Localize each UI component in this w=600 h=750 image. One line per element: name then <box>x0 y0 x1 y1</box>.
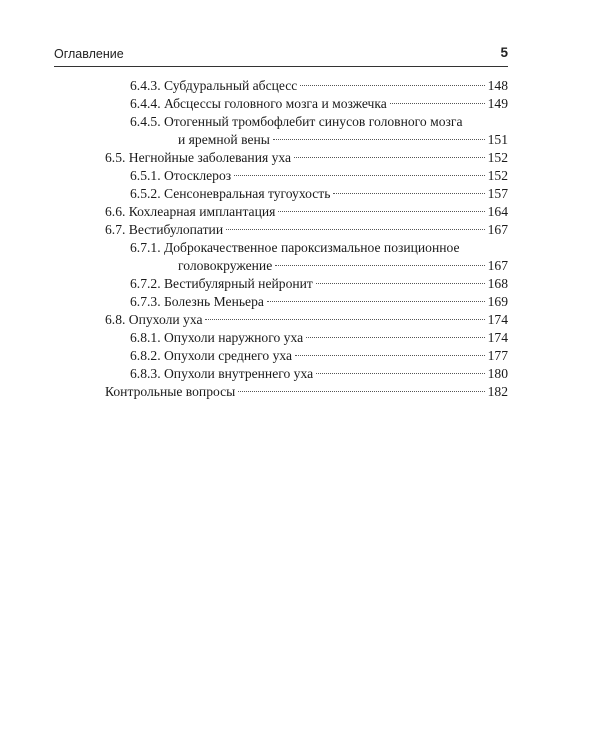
toc-entry-title: 6.8.1. Опухоли наружного уха <box>130 330 304 345</box>
dot-leader <box>238 391 484 392</box>
toc-entry-6-5-1[interactable] <box>130 167 508 185</box>
toc-entry-page: 164 <box>487 204 508 219</box>
toc-entry-6-4-5[interactable] <box>178 131 508 149</box>
toc-entry-title: 6.8.2. Опухоли среднего уха <box>130 348 293 363</box>
toc-entry-page: 177 <box>487 348 508 363</box>
toc-entry-page: 151 <box>487 132 508 147</box>
dot-leader <box>306 337 484 338</box>
running-header-title: Оглавление <box>54 47 124 61</box>
toc-entry-6-5-2[interactable] <box>130 185 508 203</box>
toc-entry-title: 6.5. Негнойные заболевания уха <box>105 150 292 165</box>
toc-entry-title: головокружение <box>178 258 273 273</box>
dot-leader <box>294 157 485 158</box>
toc-entry-title: 6.5.2. Сенсоневральная тугоухость <box>130 186 331 201</box>
toc-entry-6-4-3[interactable] <box>130 77 508 95</box>
toc-entry-6-8[interactable] <box>105 311 508 329</box>
dot-leader <box>295 355 485 356</box>
toc-entry-6-7-3[interactable] <box>130 293 508 311</box>
toc-entry-6-4-5-line1[interactable]: 6.4.5. Отогенный тромбофлебит синусов головного мозга <box>130 114 463 129</box>
toc-entry-6-4-4[interactable] <box>130 95 508 113</box>
dot-leader <box>205 319 484 320</box>
toc-entry-title: 6.5.1. Отосклероз <box>130 168 232 183</box>
toc-entry-page: 182 <box>487 384 508 399</box>
dot-leader <box>226 229 485 230</box>
toc-entry-title: 6.8. Опухоли уха <box>105 312 203 327</box>
page-number: 5 <box>500 45 508 60</box>
toc-entry-title: 6.6. Кохлеарная имплантация <box>105 204 276 219</box>
toc-entry-6-7-1-line1[interactable]: 6.7.1. Доброкачественное пароксизмальное позиционное <box>130 240 460 255</box>
toc-entry-page: 180 <box>487 366 508 381</box>
toc-entry-control-questions[interactable] <box>105 383 508 401</box>
toc-entry-6-8-1[interactable] <box>130 329 508 347</box>
toc-entry-6-8-3[interactable] <box>130 365 508 383</box>
toc-entry-title: 6.8.3. Опухоли внутреннего уха <box>130 366 314 381</box>
toc-entry-6-8-2[interactable] <box>130 347 508 365</box>
toc-entry-page: 168 <box>487 276 508 291</box>
toc-entry-title: Контрольные вопросы <box>105 384 236 399</box>
dot-leader <box>278 211 484 212</box>
toc-entry-title: 6.4.4. Абсцессы головного мозга и мозжечка <box>130 96 387 111</box>
toc-entry-page: 152 <box>487 168 508 183</box>
toc-entry-page: 157 <box>487 186 508 201</box>
toc-entry-title: 6.7.2. Вестибулярный нейронит <box>130 276 313 291</box>
dot-leader <box>316 283 485 284</box>
toc-entry-6-7-2[interactable] <box>130 275 508 293</box>
toc-entry-page: 149 <box>487 96 508 111</box>
toc-entry-page: 148 <box>487 78 508 93</box>
dot-leader <box>300 85 484 86</box>
toc-entry-6-6[interactable] <box>105 203 508 221</box>
toc-entry-6-5[interactable] <box>105 149 508 167</box>
toc-entry-title: 6.7. Вестибулопатии <box>105 222 224 237</box>
dot-leader <box>273 139 485 140</box>
toc-entry-6-7-1[interactable] <box>178 257 508 275</box>
dot-leader <box>333 193 484 194</box>
toc-entry-page: 174 <box>487 330 508 345</box>
toc-entry-page: 167 <box>487 222 508 237</box>
toc-entry-title: и яремной вены <box>178 132 270 147</box>
toc-entry-page: 174 <box>487 312 508 327</box>
toc-entry-page: 169 <box>487 294 508 309</box>
toc-entry-title: 6.7.3. Болезнь Меньера <box>130 294 264 309</box>
toc-entry-6-7[interactable] <box>105 221 508 239</box>
dot-leader <box>234 175 484 176</box>
toc-entry-page: 152 <box>487 150 508 165</box>
toc-entry-page: 167 <box>487 258 508 273</box>
dot-leader <box>267 301 485 302</box>
dot-leader <box>390 103 485 104</box>
dot-leader <box>275 265 484 266</box>
toc-entry-title: 6.4.3. Субдуральный абсцесс <box>130 78 298 93</box>
dot-leader <box>316 373 484 374</box>
